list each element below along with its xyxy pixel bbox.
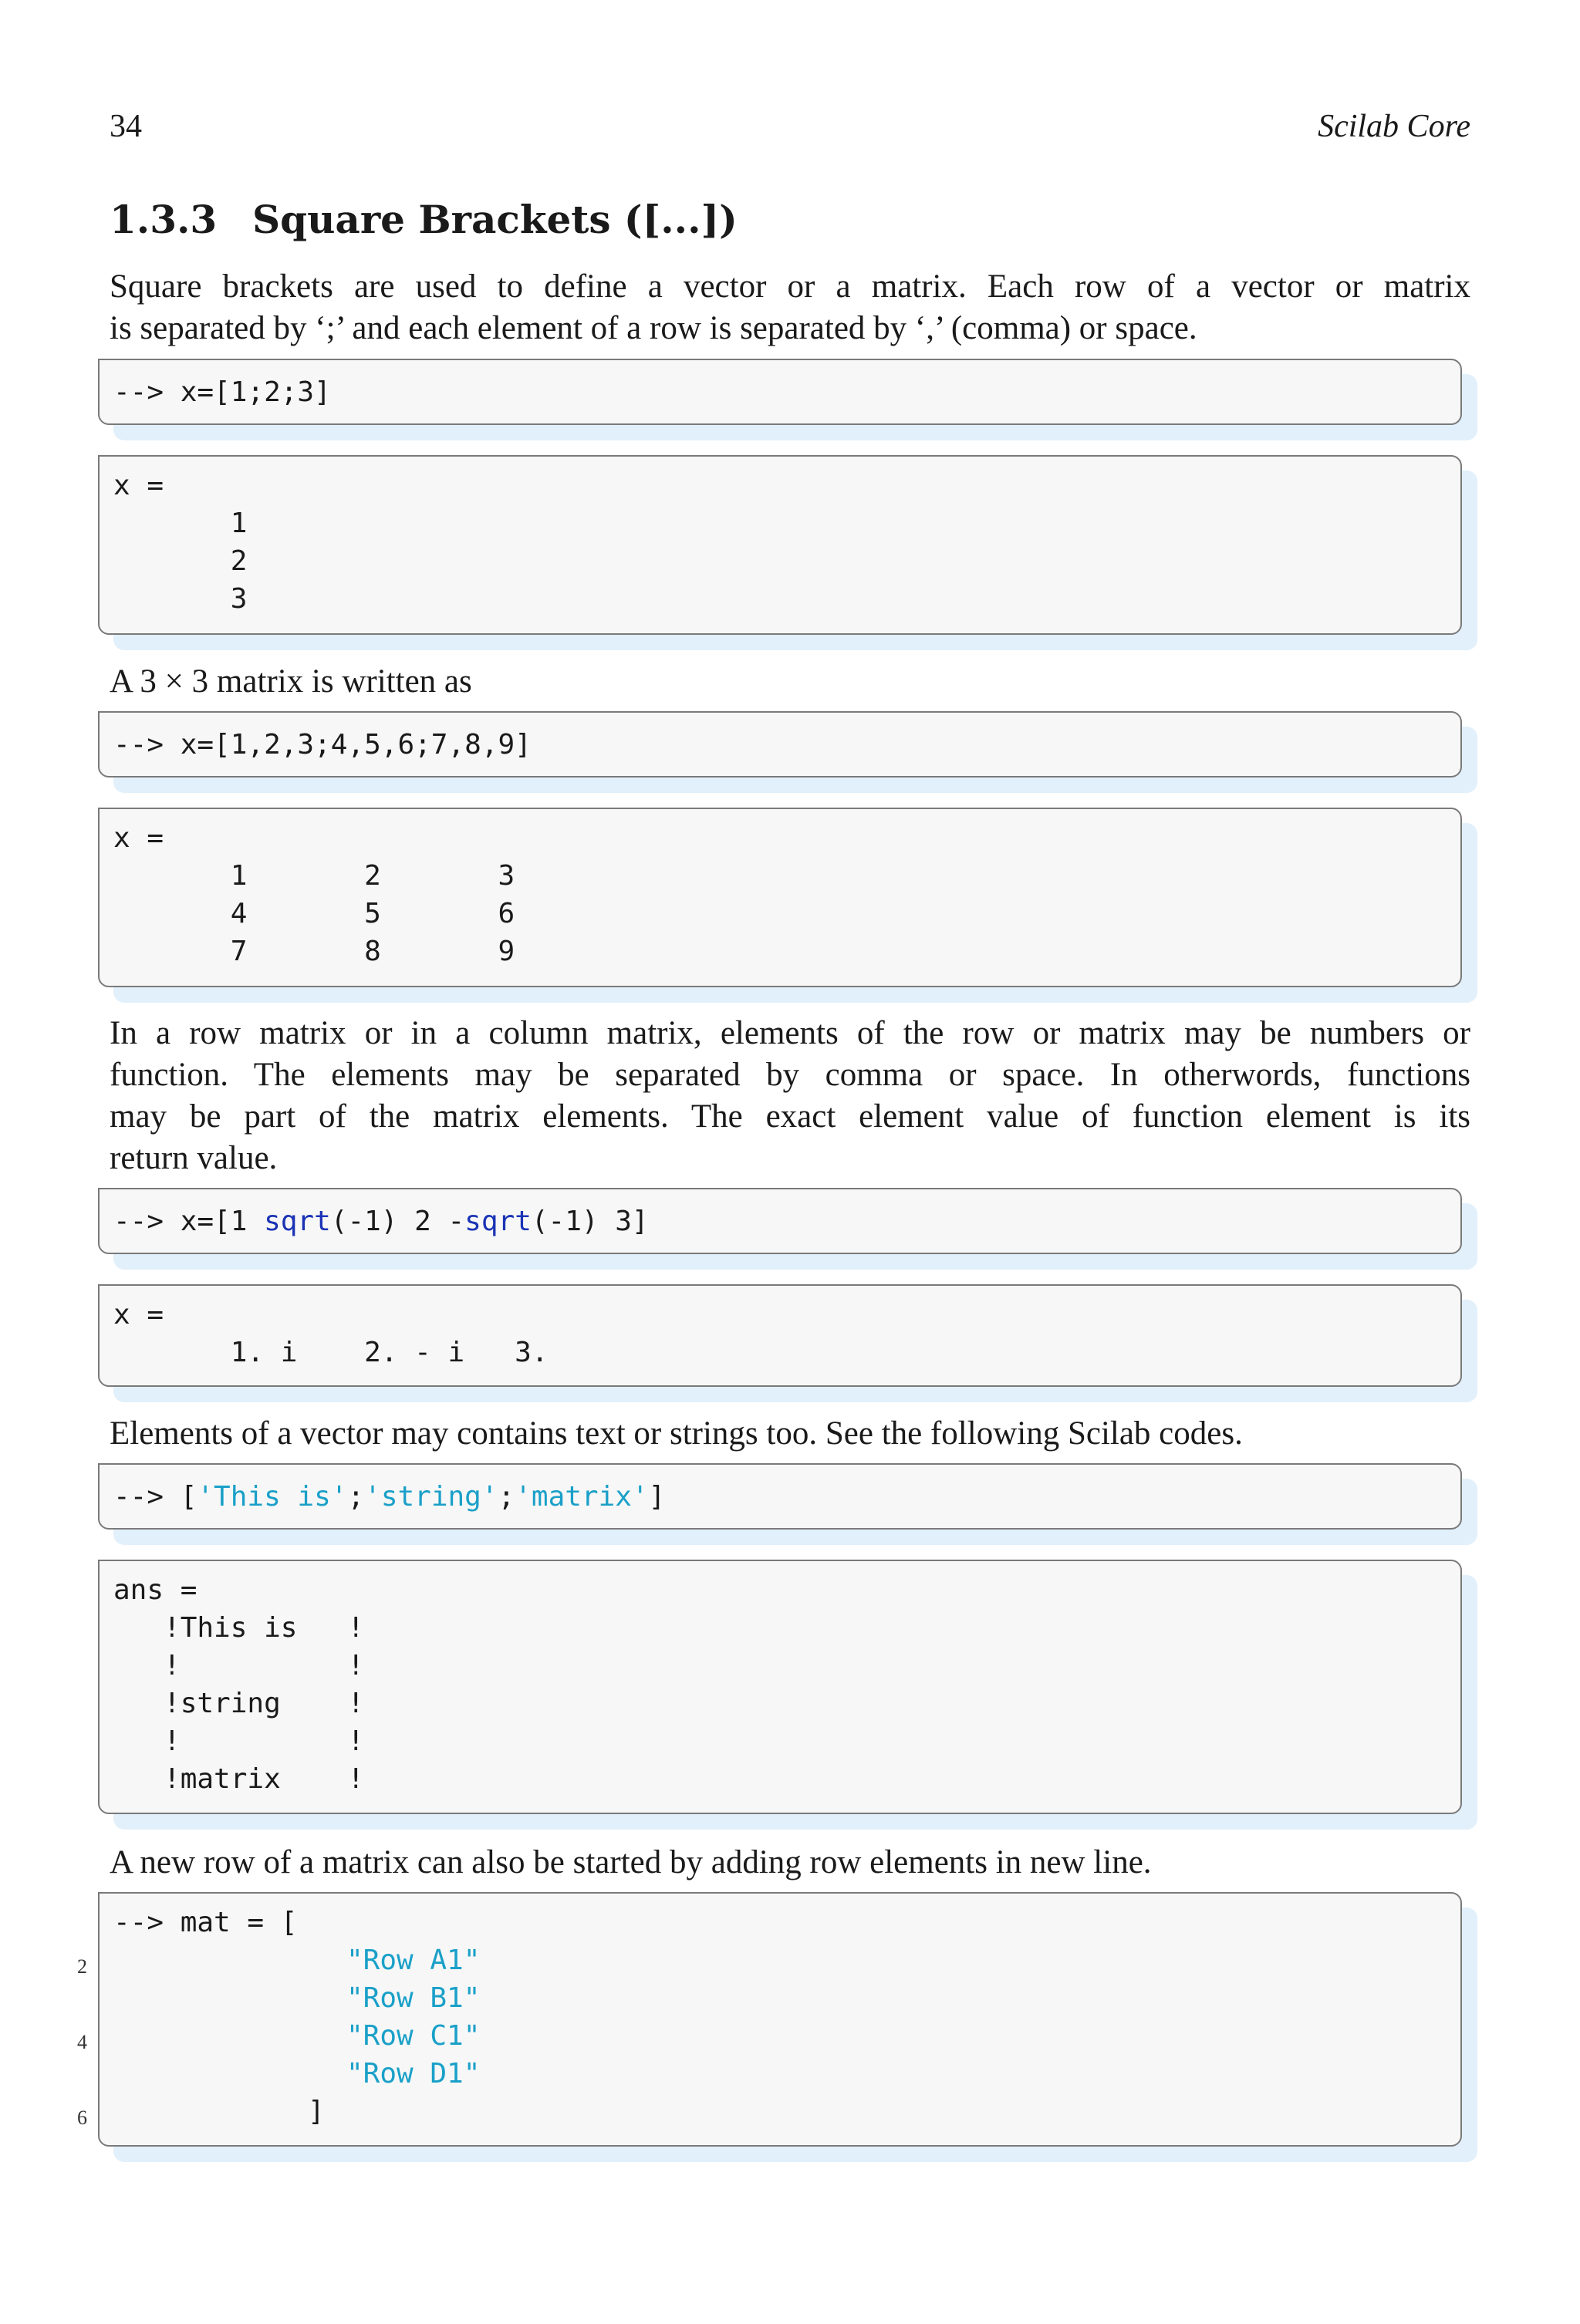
section-title: Square Brackets ([...]) bbox=[252, 197, 738, 242]
output-line: x = bbox=[113, 470, 164, 501]
code-line bbox=[113, 1479, 665, 1516]
output-line: 1 2 3 bbox=[113, 860, 515, 892]
code-line: ] bbox=[308, 2096, 325, 2127]
output-line: 3 bbox=[113, 583, 248, 615]
paragraph-functions bbox=[110, 1013, 1470, 1179]
output-line: !This is ! bbox=[113, 1612, 365, 1644]
code-output-box bbox=[98, 808, 1462, 987]
running-title: Scilab Core bbox=[1318, 109, 1470, 144]
line-number: 6 bbox=[77, 2106, 87, 2129]
code-output-box bbox=[98, 1284, 1462, 1387]
string-literal: "Row D1" bbox=[346, 2058, 481, 2090]
paragraph-new-row bbox=[110, 1842, 1470, 1884]
output-line: 7 8 9 bbox=[113, 936, 515, 967]
paragraph-intro bbox=[110, 266, 1470, 349]
string-literal: "Row B1" bbox=[346, 1982, 481, 2014]
paragraph-line: A new row of a matrix can also be started by adding row elements in new line. bbox=[110, 1844, 1152, 1880]
line-number: 2 bbox=[77, 1955, 87, 1978]
paragraph-line: function. The elements may be separated by comma or space. In otherwords, functions bbox=[110, 1057, 1470, 1093]
code-input-box bbox=[98, 1188, 1462, 1254]
output-line: x = bbox=[113, 1299, 164, 1331]
output-line: 2 bbox=[113, 545, 248, 577]
paragraph-line: may be part of the matrix elements. The exact element value of function element is its bbox=[110, 1098, 1470, 1135]
page-number: 34 bbox=[110, 109, 142, 144]
paragraph-strings bbox=[110, 1413, 1470, 1455]
output-line: x = bbox=[113, 822, 164, 854]
code-text: ; bbox=[498, 1481, 515, 1513]
paragraph-line: Square brackets are used to define a vector or a matrix. Each row of a vector or matrix bbox=[110, 268, 1470, 305]
keyword-sqrt: sqrt bbox=[264, 1206, 331, 1237]
code-output-box bbox=[98, 455, 1462, 635]
paragraph-line: is separated by ‘;’ and each element of a row is separated by ‘,’ (comma) or space. bbox=[110, 310, 1197, 346]
code-input-box bbox=[98, 711, 1462, 777]
code-line: --> mat = [ bbox=[113, 1907, 298, 1938]
output-line: 4 5 6 bbox=[113, 898, 515, 929]
code-line: --> x=[1;2;3] bbox=[113, 376, 331, 408]
code-text: (-1) 3] bbox=[531, 1206, 649, 1237]
output-line: ! ! bbox=[113, 1650, 365, 1681]
section-heading bbox=[110, 197, 738, 242]
code-input-box bbox=[98, 1892, 1462, 2147]
output-line: 1. i 2. - i 3. bbox=[113, 1337, 549, 1368]
paragraph-line: A 3 × 3 matrix is written as bbox=[110, 663, 472, 700]
code-input-box bbox=[98, 1463, 1462, 1530]
output-line: ! ! bbox=[113, 1725, 365, 1757]
paragraph-line: Elements of a vector may contains text or strings too. See the following Scilab codes. bbox=[110, 1415, 1243, 1452]
string-literal: 'This is' bbox=[197, 1481, 348, 1513]
code-output-box bbox=[98, 1560, 1462, 1814]
output-line: !matrix ! bbox=[113, 1763, 365, 1795]
page-header bbox=[110, 108, 1470, 154]
paragraph-line: In a row matrix or in a column matrix, elements of the row or matrix may be numbers or bbox=[110, 1015, 1470, 1051]
code-text: ; bbox=[347, 1481, 365, 1513]
code-text: ] bbox=[648, 1481, 666, 1513]
code-text: --> x=[1 bbox=[113, 1206, 265, 1237]
code-text: --> [ bbox=[113, 1481, 198, 1513]
section-number: 1.3.3 bbox=[110, 197, 218, 242]
line-number: 4 bbox=[77, 2031, 87, 2053]
paragraph-matrix-intro bbox=[110, 661, 1470, 703]
string-literal: 'string' bbox=[364, 1481, 498, 1513]
code-line: --> x=[1,2,3;4,5,6;7,8,9] bbox=[113, 729, 532, 761]
keyword-sqrt: sqrt bbox=[464, 1206, 532, 1237]
code-text: (-1) 2 - bbox=[330, 1206, 465, 1237]
string-literal: "Row A1" bbox=[346, 1945, 481, 1976]
code-line bbox=[113, 1203, 649, 1240]
output-line: ans = bbox=[113, 1574, 198, 1606]
output-line: !string ! bbox=[113, 1688, 365, 1719]
string-literal: 'matrix' bbox=[515, 1481, 649, 1513]
string-literal: "Row C1" bbox=[346, 2020, 481, 2052]
paragraph-line: return value. bbox=[110, 1140, 278, 1176]
output-line: 1 bbox=[113, 508, 248, 539]
code-input-box bbox=[98, 359, 1462, 425]
